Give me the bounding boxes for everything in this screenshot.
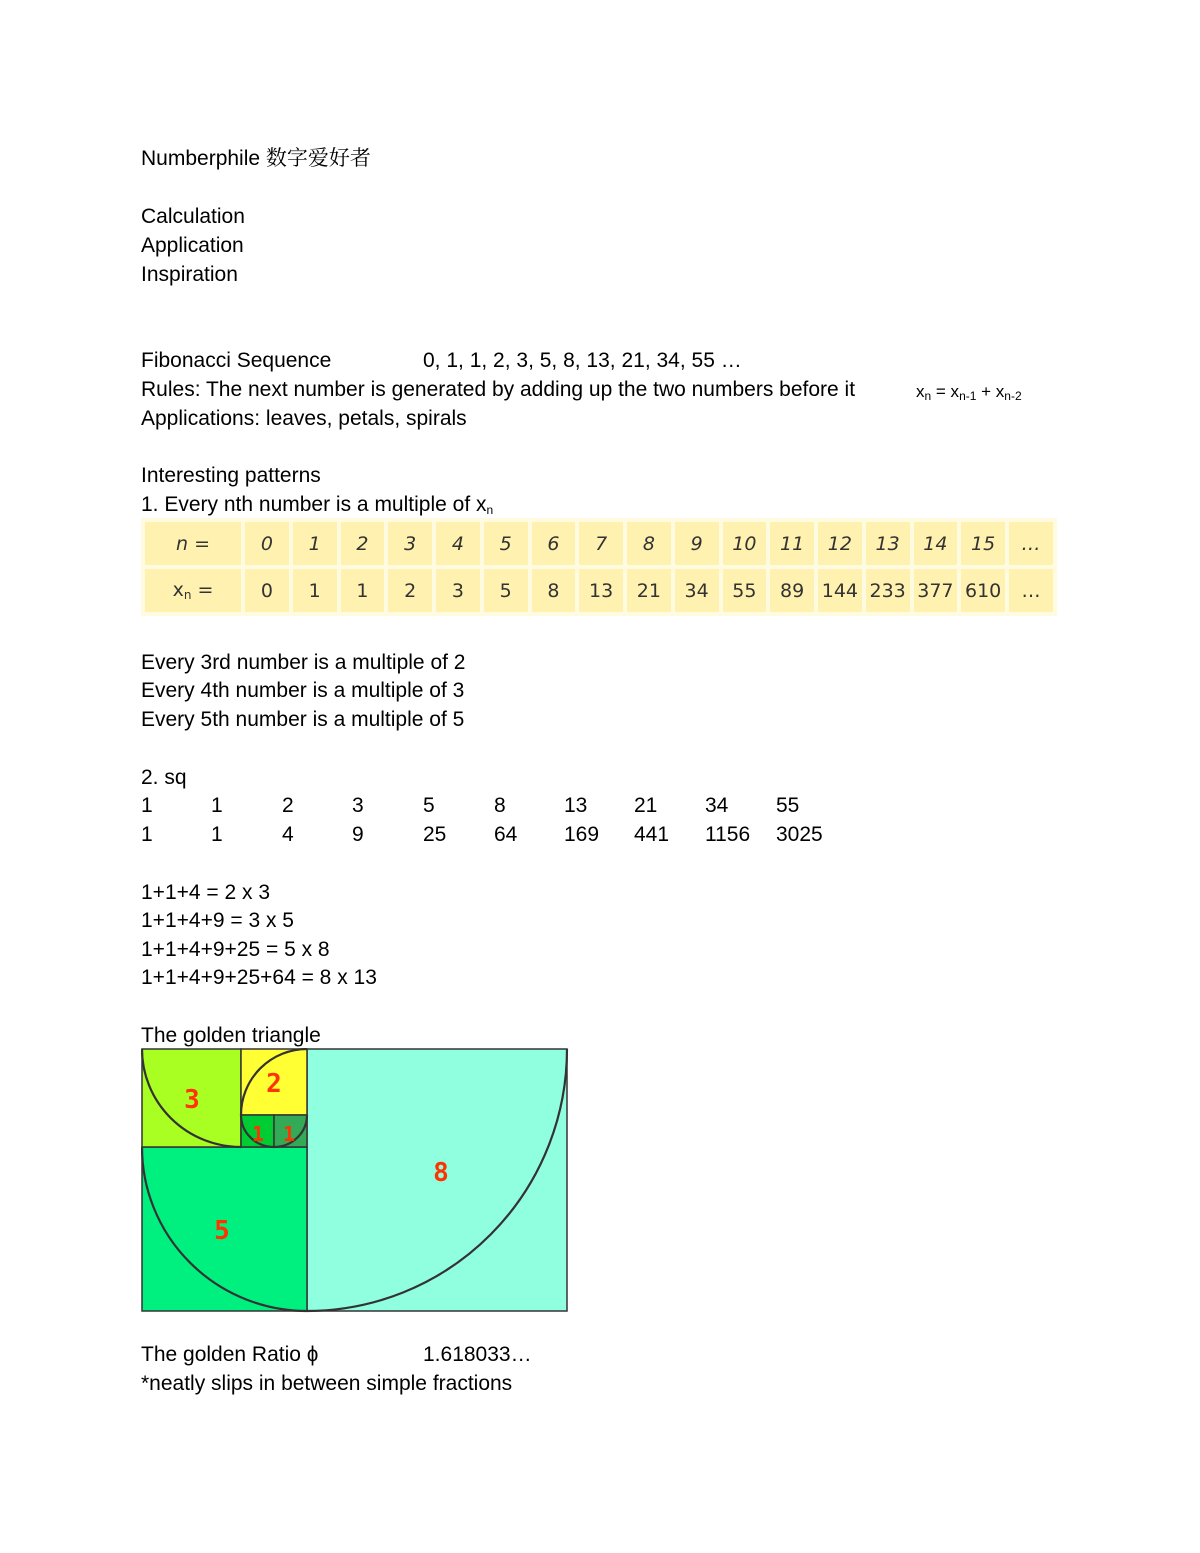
n-cell: 11 <box>770 522 814 565</box>
square-value: 4 <box>282 823 294 846</box>
square-value: 1 <box>141 823 153 846</box>
label-3: 3 <box>184 1085 200 1115</box>
pattern-2-heading: 2. sq <box>141 766 187 789</box>
multiple-line-1: Every 3rd number is a multiple of 2 <box>141 651 466 674</box>
xn-cell: 3 <box>436 569 480 612</box>
xn-cell: 21 <box>627 569 671 612</box>
xn-header: $x_n$ = <box>145 569 241 612</box>
n-cell: 2 <box>341 522 385 565</box>
square-value: 9 <box>352 823 364 846</box>
n-cell: … <box>1009 522 1053 565</box>
fibonacci-label: Fibonacci Sequence <box>141 349 332 372</box>
n-cell: 5 <box>484 522 528 565</box>
n-cell: 15 <box>961 522 1005 565</box>
n-cell: 1 <box>293 522 337 565</box>
n-row <box>145 522 1053 565</box>
xn-cell: 377 <box>914 569 958 612</box>
xn-cell: 5 <box>484 569 528 612</box>
fibonacci-sequence: 0, 1, 1, 2, 3, 5, 8, 13, 21, 34, 55 … <box>423 349 742 372</box>
label-5: 5 <box>214 1216 230 1246</box>
xn-cell: 55 <box>723 569 767 612</box>
fib-value: 2 <box>282 794 294 817</box>
xn-cell: 0 <box>245 569 289 612</box>
topic-application: Application <box>141 234 244 257</box>
topic-calculation: Calculation <box>141 205 245 228</box>
xn-cell: 233 <box>866 569 910 612</box>
xn-cell: 2 <box>388 569 432 612</box>
n-cell: 3 <box>388 522 432 565</box>
n-cell: 7 <box>579 522 623 565</box>
square-value: 64 <box>494 823 518 846</box>
label-8: 8 <box>433 1158 449 1188</box>
fibonacci-rules: Rules: The next number is generated by adding up the two numbers before it <box>141 378 856 401</box>
fibonacci-formula: $x_n = x_{n-1} + x_{n-2}$ <box>916 382 1022 403</box>
n-cell: 0 <box>245 522 289 565</box>
xn-cell: 89 <box>770 569 814 612</box>
n-cell: 4 <box>436 522 480 565</box>
fibonacci-table <box>141 518 1057 616</box>
label-1a: 1 <box>251 1122 265 1146</box>
patterns-heading: Interesting patterns <box>141 464 321 487</box>
fib-value: 21 <box>634 794 658 817</box>
golden-ratio-value: 1.618033… <box>423 1343 532 1366</box>
square-value: 3025 <box>776 823 823 846</box>
golden-ratio-note: *neatly slips in between simple fractions <box>141 1372 513 1395</box>
golden-ratio-label: The golden Ratio ɸ <box>141 1343 319 1366</box>
fib-value: 13 <box>564 794 588 817</box>
n-cell: 8 <box>627 522 671 565</box>
xn-cell: 1 <box>341 569 385 612</box>
equation-2: 1+1+4+9 = 3 x 5 <box>141 909 294 932</box>
fib-value: 1 <box>211 794 223 817</box>
equation-4: 1+1+4+9+25+64 = 8 x 13 <box>141 966 377 989</box>
fib-value: 55 <box>776 794 800 817</box>
equation-3: 1+1+4+9+25 = 5 x 8 <box>141 938 330 961</box>
n-cell: 10 <box>723 522 767 565</box>
page-title: Numberphile 数字爱好者 <box>141 147 371 170</box>
n-cell: 9 <box>675 522 719 565</box>
xn-cell: 34 <box>675 569 719 612</box>
label-1b: 1 <box>282 1122 296 1146</box>
square-value: 169 <box>564 823 600 846</box>
fib-value: 34 <box>705 794 729 817</box>
fibonacci-applications: Applications: leaves, petals, spirals <box>141 407 467 430</box>
xn-cell: 1 <box>293 569 337 612</box>
square-value: 441 <box>634 823 670 846</box>
square-value: 1 <box>211 823 223 846</box>
n-header: n = <box>145 522 241 565</box>
pattern-1-heading: 1. Every nth number is a multiple of $x_n$ <box>141 493 494 517</box>
equation-1: 1+1+4 = 2 x 3 <box>141 881 271 904</box>
xn-cell: 144 <box>818 569 862 612</box>
xn-cell: 610 <box>961 569 1005 612</box>
square-value: 25 <box>423 823 447 846</box>
square-value: 1156 <box>705 823 751 846</box>
multiple-line-2: Every 4th number is a multiple of 3 <box>141 679 465 702</box>
xn-row <box>145 569 1053 612</box>
multiple-line-3: Every 5th number is a multiple of 5 <box>141 708 465 731</box>
golden-spiral-diagram <box>141 1048 569 1313</box>
label-2: 2 <box>266 1069 282 1099</box>
fib-value: 1 <box>141 794 153 817</box>
n-cell: 12 <box>818 522 862 565</box>
topic-inspiration: Inspiration <box>141 263 238 286</box>
n-cell: 14 <box>914 522 958 565</box>
xn-cell: 13 <box>579 569 623 612</box>
fib-value: 8 <box>494 794 506 817</box>
fib-value: 5 <box>423 794 435 817</box>
xn-cell: … <box>1009 569 1053 612</box>
n-cell: 13 <box>866 522 910 565</box>
xn-cell: 8 <box>532 569 576 612</box>
n-cell: 6 <box>532 522 576 565</box>
golden-triangle-heading: The golden triangle <box>141 1024 321 1047</box>
fib-value: 3 <box>352 794 364 817</box>
